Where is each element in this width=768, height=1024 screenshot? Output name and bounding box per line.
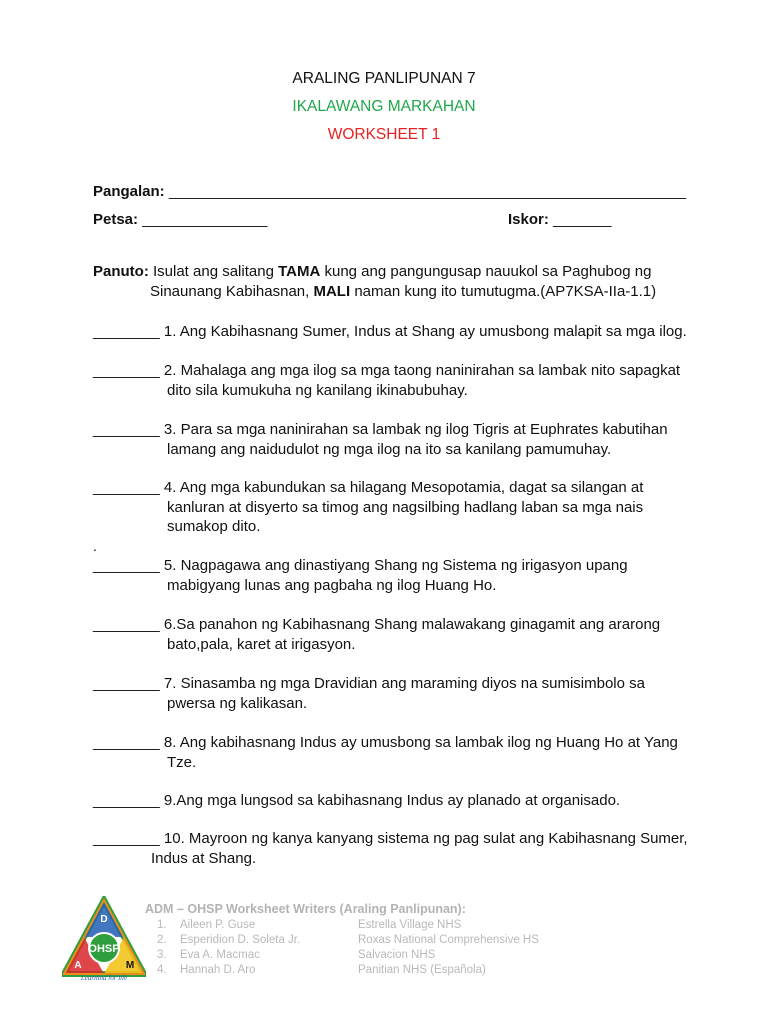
- writer-name: Hannah D. Aro: [180, 964, 256, 976]
- question-item-1[interactable]: [93, 322, 693, 342]
- footer-credits: [145, 902, 705, 979]
- question-text-continued: mabigyang lunas ang pagbaha ng ilog Huang Ho.: [167, 576, 497, 594]
- writer-name: Eva A. Macmac: [180, 949, 260, 961]
- subject-title: ARALING PANLIPUNAN 7: [292, 70, 476, 87]
- logo-tagline: Learning for life: [80, 974, 128, 980]
- instructions: [93, 262, 693, 302]
- score-field[interactable]: [508, 211, 611, 228]
- answer-blank: ________: [93, 557, 160, 574]
- instructions-label: Panuto:: [93, 263, 149, 280]
- writer-row: [145, 949, 705, 964]
- writer-school: Salvacion NHS: [358, 949, 436, 961]
- writer-name: Aileen P. Guse: [180, 919, 256, 931]
- question-item-3[interactable]: [93, 420, 693, 459]
- question-item-4[interactable]: [93, 478, 693, 537]
- instructions-text: Isulat ang salitang: [148, 263, 279, 280]
- answer-blank: ________: [93, 421, 160, 438]
- question-text: 10. Mayroon ng kanya kanyang sistema ng pag sulat ang Kabihasnang Sumer,: [159, 830, 688, 847]
- question-text-continued: Indus at Shang.: [151, 849, 257, 867]
- date-label: Petsa:: [93, 211, 139, 228]
- logo-text: OHSP: [88, 943, 120, 955]
- writer-row: [145, 919, 705, 934]
- answer-blank: ________: [93, 830, 160, 847]
- question-text: 7. Sinasamba ng mga Dravidian ang maraming diyos na sumisimbolo sa: [159, 675, 645, 692]
- question-text-continued: lamang ang naidudulot ng mga ilog na ito sa kanilang pamumuhay.: [167, 440, 612, 458]
- writer-number: 2.: [157, 934, 167, 946]
- writer-number: 4.: [157, 964, 167, 976]
- instructions-text: Sinaunang Kabihasnan,: [150, 283, 314, 300]
- answer-blank: ________: [93, 323, 160, 340]
- question-item-8[interactable]: [93, 733, 693, 772]
- writer-name: Esperidion D. Soleta Jr.: [180, 934, 301, 946]
- question-text: 5. Nagpagawa ang dinastiyang Shang ng Sistema ng irigasyon upang: [159, 557, 628, 574]
- worksheet-title: WORKSHEET 1: [327, 126, 441, 143]
- instructions-text: naman kung ito tumutugma.(AP7KSA-IIa-1.1): [350, 283, 657, 300]
- question-item-2[interactable]: [93, 361, 693, 400]
- answer-blank: ________: [93, 362, 160, 379]
- name-blank: ______________________________________________________________: [164, 183, 687, 200]
- question-item-5[interactable]: [93, 556, 693, 595]
- stray-dot: .: [93, 538, 97, 554]
- question-item-10[interactable]: [93, 829, 693, 868]
- score-label: Iskor:: [508, 211, 549, 228]
- answer-blank: ________: [93, 734, 160, 751]
- question-text-continued: kanluran at disyerto sa timog ang nagsilbing hadlang laban sa mga nais: [167, 498, 644, 516]
- question-text: 3. Para sa mga naninirahan sa lambak ng ilog Tigris at Euphrates kabutihan: [159, 421, 668, 438]
- tama-keyword: TAMA: [278, 263, 321, 280]
- question-text: 8. Ang kabihasnang Indus ay umusbong sa lambak ilog ng Huang Ho at Yang: [159, 734, 678, 751]
- mali-keyword: MALI: [313, 283, 351, 300]
- question-text-continued: sumakop dito.: [167, 518, 261, 535]
- answer-blank: ________: [93, 792, 160, 809]
- logo-letter: A: [74, 960, 82, 971]
- writer-school: Panitian NHS (Española): [358, 964, 486, 976]
- question-text-continued: dito sila kumukuha ng kanilang ikinabubuhay.: [167, 381, 468, 399]
- writer-school: Estrella Village NHS: [358, 919, 462, 931]
- name-field[interactable]: [93, 183, 686, 200]
- logo-letter: M: [125, 960, 135, 971]
- question-item-6[interactable]: [93, 615, 693, 654]
- question-text-continued: pwersa ng kalikasan.: [167, 694, 308, 712]
- answer-blank: ________: [93, 675, 160, 692]
- question-text: 6.Sa panahon ng Kabihasnang Shang malawakang ginagamit ang ararong: [159, 616, 661, 633]
- question-text: 2. Mahalaga ang mga ilog sa mga taong naninirahan sa lambak nito sapagkat: [159, 362, 681, 379]
- answer-blank: ________: [93, 479, 160, 496]
- question-text-continued: bato,pala, karet at irigasyon.: [167, 635, 356, 653]
- writer-number: 1.: [157, 919, 167, 931]
- instructions-text: kung ang pangungusap nauukol sa Paghubog ng: [320, 263, 652, 280]
- writer-school: Roxas National Comprehensive HS: [358, 934, 539, 946]
- question-text-continued: Tze.: [167, 753, 197, 771]
- score-blank: _______: [548, 211, 612, 228]
- writer-row: [145, 934, 705, 949]
- question-item-7[interactable]: [93, 674, 693, 713]
- question-text: 1. Ang Kabihasnang Sumer, Indus at Shang ay umusbong malapit sa mga ilog.: [159, 323, 687, 340]
- date-field[interactable]: [93, 211, 267, 228]
- writer-number: 3.: [157, 949, 167, 961]
- quarter-title: IKALAWANG MARKAHAN: [292, 98, 476, 115]
- question-item-9[interactable]: [93, 791, 693, 811]
- answer-blank: ________: [93, 616, 160, 633]
- ohsp-triangle-logo-icon: [62, 896, 146, 980]
- date-blank: _______________: [138, 211, 268, 228]
- question-text: 9.Ang mga lungsod sa kabihasnang Indus ay planado at organisado.: [159, 792, 621, 809]
- writer-row: [145, 964, 705, 979]
- name-label: Pangalan:: [93, 183, 165, 200]
- logo-letter: D: [100, 914, 108, 925]
- question-text: 4. Ang mga kabundukan sa hilagang Mesopotamia, dagat sa silangan at: [159, 479, 644, 496]
- footer-title: ADM – OHSP Worksheet Writers (Araling Panlipunan):: [145, 902, 466, 916]
